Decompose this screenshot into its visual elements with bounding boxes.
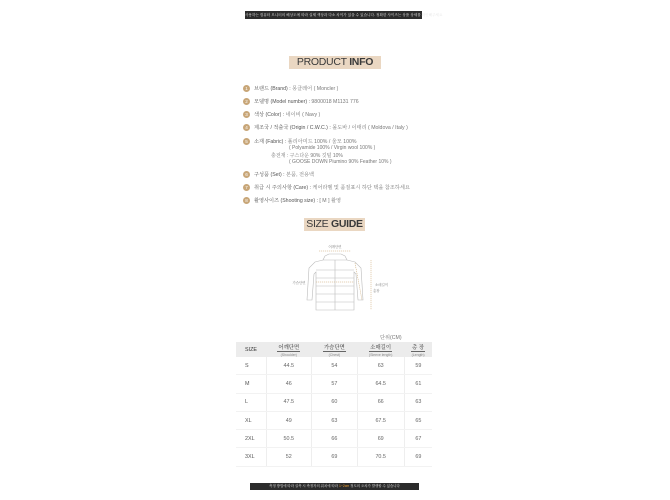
chest-cell: 69 [312, 448, 358, 466]
col-header-chest [312, 342, 358, 357]
col-header-label: 가슴단면 [323, 344, 345, 351]
length-cell: 65 [404, 411, 432, 429]
sleeve-cell: 69 [357, 430, 404, 448]
info-label: 제조국 / 적출국 (Origin / C.W.C.) : [254, 125, 333, 131]
size-cell: L [236, 393, 266, 411]
product-info-heading [289, 56, 381, 69]
col-header-sleeve [357, 342, 404, 357]
table-row [236, 393, 432, 411]
info-value: 몰도바 / 이태리 ( Moldova / Italy ) [332, 125, 408, 131]
length-cell: 69 [404, 448, 432, 466]
info-row-model [243, 98, 359, 105]
unit-label: 단위(CM) [380, 335, 402, 341]
info-value: [ M ] 촬영 [319, 198, 341, 204]
table-row [236, 430, 432, 448]
size-heading-bold: GUIDE [331, 218, 363, 230]
info-number-badge: 8 [243, 197, 250, 204]
info-row-set [243, 171, 314, 178]
shoulder-cell: 47.5 [266, 393, 312, 411]
info-label: 브랜드 (Brand) : [254, 86, 293, 92]
shoulder-cell: 52 [266, 448, 312, 466]
info-row-shooting-size [243, 197, 341, 204]
chest-label: 가슴단면 [292, 281, 306, 285]
chest-cell: 63 [312, 411, 358, 429]
info-number-badge: 1 [243, 85, 250, 92]
info-row-color [243, 111, 320, 118]
fabric-detail-line: ( Polyamide 100% / Virgin wool 100% ) [289, 145, 376, 151]
product-heading-bold: INFO [349, 56, 374, 68]
info-number-badge: 5 [243, 138, 250, 145]
info-value: 본품, 전용백 [286, 172, 314, 178]
info-row-origin [243, 124, 408, 131]
shoulder-cell: 46 [266, 375, 312, 393]
size-cell: XL [236, 411, 266, 429]
shoulder-cell: 49 [266, 411, 312, 429]
info-number-badge: 4 [243, 124, 250, 131]
info-value: 케어라벨 및 품질표시 하단 택을 참조하세요 [312, 185, 410, 191]
info-row-brand [243, 85, 338, 92]
size-cell: 2XL [236, 430, 266, 448]
col-header-sub: (Sleeve length) [368, 352, 393, 357]
size-cell: M [236, 375, 266, 393]
info-label: 색상 (Color) : [254, 112, 286, 118]
info-value: 폴리아미드 100% / 울모 100% [287, 139, 357, 145]
info-value: 9800018 M1131 776 [311, 99, 359, 105]
info-number-badge: 7 [243, 184, 250, 191]
fabric-filling-line: 충전재 : 구스다운 90% 깃털 10% [271, 153, 343, 159]
bottom-notice-bar [250, 483, 419, 490]
info-label: 취급 시 주의사항 (Care) : [254, 185, 313, 191]
table-row [236, 357, 432, 375]
product-heading-light: PRODUCT [296, 56, 347, 68]
chest-cell: 66 [312, 430, 358, 448]
length-cell: 63 [404, 393, 432, 411]
table-row [236, 375, 432, 393]
col-header-sub: (Length) [411, 352, 425, 357]
col-header-length [404, 342, 432, 357]
col-header-label: 소매길이 [370, 344, 392, 351]
length-cell: 67 [404, 430, 432, 448]
table-row [236, 411, 432, 429]
size-cell: 3XL [236, 448, 266, 466]
shoulder-cell: 50.5 [266, 430, 312, 448]
col-header-label: SIZE [245, 346, 257, 353]
info-label: 모델명 (Model number) : [254, 99, 312, 105]
info-label: 촬영사이즈 (Shooting size) : [254, 198, 320, 204]
info-value: 네이비 ( Navy ) [285, 112, 321, 118]
fabric-filling-en-line: ( GOOSE DOWN Piumino 90% Feather 10% ) [289, 159, 392, 165]
jacket-measurement-diagram [283, 242, 387, 318]
shoulder-label: 어깨단면 [328, 245, 342, 249]
sleeve-cell: 64.5 [357, 375, 404, 393]
table-row [236, 448, 432, 466]
notice-highlight: 1~2cm [338, 484, 350, 488]
col-header-label: 어깨단면 [278, 344, 300, 351]
col-header-sub: (Chest) [328, 352, 341, 357]
chest-cell: 57 [312, 375, 358, 393]
chest-cell: 54 [312, 357, 358, 375]
info-value: 몽클레어 ( Moncler ) [292, 86, 339, 92]
sleeve-cell: 67.5 [357, 411, 404, 429]
col-header-label: 총 장 [412, 344, 425, 351]
length-cell: 61 [404, 375, 432, 393]
size-cell: S [236, 357, 266, 375]
col-header-sub: (Shoulder) [280, 352, 297, 357]
length-cell: 59 [404, 357, 432, 375]
length-label: 총장 [373, 289, 380, 293]
info-label: 구성품 (Set) : [254, 172, 287, 178]
chest-cell: 60 [312, 393, 358, 411]
info-number-badge: 2 [243, 98, 250, 105]
size-table [236, 342, 432, 467]
size-heading-light: SIZE [306, 218, 329, 230]
sleeve-label: 소매길이 [375, 283, 389, 287]
info-number-badge: 3 [243, 111, 250, 118]
col-header-size [236, 342, 266, 357]
size-guide-heading [304, 218, 365, 231]
sleeve-cell: 66 [357, 393, 404, 411]
shoulder-cell: 44.5 [266, 357, 312, 375]
info-number-badge: 6 [243, 171, 250, 178]
size-table-header [236, 342, 432, 357]
top-notice-text: 사용하는 컴퓨터 모니터의 해상도에 따라 실제 색상과 다소 차이가 있을 수 있습니다. 정확한 사이즈는 상품 상세를 확인해주세요 [245, 13, 443, 17]
top-notice-bar [245, 11, 443, 19]
sleeve-cell: 63 [357, 357, 404, 375]
sleeve-cell: 70.5 [357, 448, 404, 466]
info-row-care [243, 184, 410, 191]
bottom-notice-text: 측정 방법에 따라 실측 시 측정자의 위치에 따라 1~2cm 정도의 오차가 발생할 수 있습니다 [269, 484, 400, 488]
info-label: 소재 (Fabric) : [254, 139, 288, 145]
col-header-shoulder [266, 342, 312, 357]
